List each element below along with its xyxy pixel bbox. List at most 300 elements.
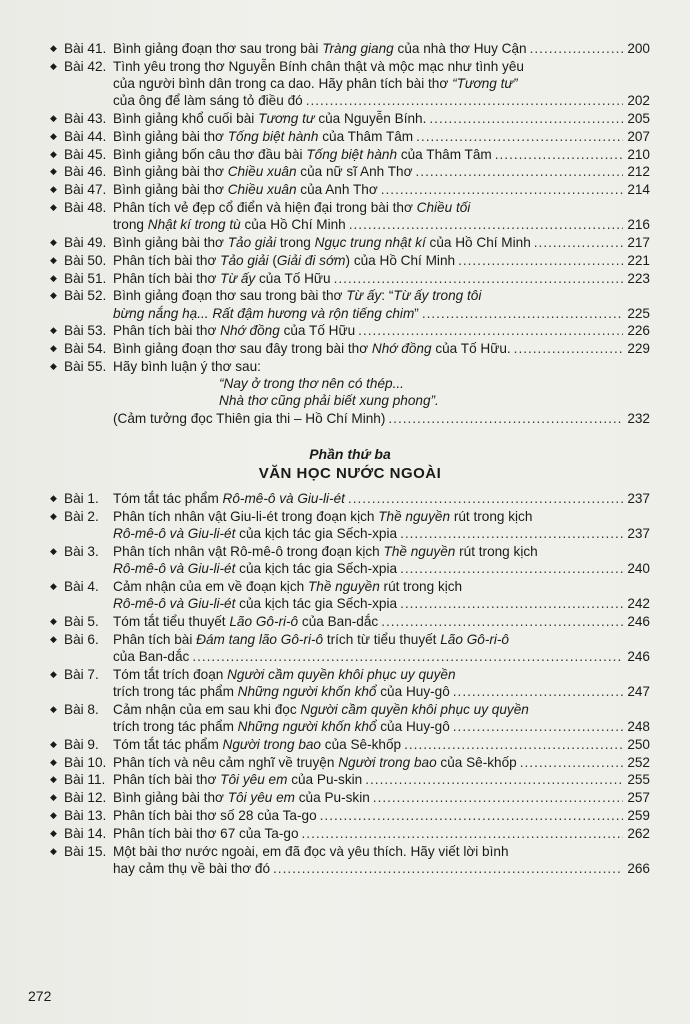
entry-text-segment: Bình giảng bài thơ <box>113 790 228 806</box>
toc-entry[interactable] <box>50 843 650 877</box>
entry-number: Bài 44. <box>64 128 107 144</box>
entry-text <box>113 340 511 357</box>
toc-entry[interactable] <box>50 163 650 180</box>
entry-text <box>113 305 419 322</box>
toc-entry[interactable] <box>50 543 650 577</box>
entry-number: Bài 5. <box>64 613 99 629</box>
entry-text-segment: Phân tích bài thơ 67 của Ta-go <box>113 825 299 841</box>
entry-text-segment: Bình giảng bài thơ <box>113 234 228 250</box>
entry-text-segment: của Tố Hữu <box>255 270 331 286</box>
dot-leader <box>400 560 623 577</box>
entry-text-segment: Tình yêu trong thơ Nguyễn Bính chân thật và mộc mạc như tình yêu <box>113 58 524 74</box>
entry-text-segment: Cảm nhận của em sau khi đọc <box>113 701 301 717</box>
entry-text <box>113 270 331 287</box>
page-ref: 266 <box>627 860 650 876</box>
diamond-bullet-icon: ◆ <box>50 493 57 504</box>
entry-text-segment: của Ban-dắc <box>298 613 379 629</box>
dot-leader <box>373 789 623 806</box>
entry-text-segment: Tóm tắt tác phẩm <box>113 491 223 507</box>
entry-text <box>113 631 509 648</box>
entry-text-segment: Bình giảng bốn câu thơ đầu bài <box>113 146 307 162</box>
toc-entry[interactable] <box>50 234 650 251</box>
work-title: Nhớ đồng <box>220 323 280 339</box>
entry-text-segment: trích từ tiểu thuyết <box>323 631 441 647</box>
page-ref: 223 <box>627 270 650 286</box>
dot-leader <box>534 234 623 251</box>
work-title: Thề nguyền <box>383 543 456 559</box>
entry-text <box>113 825 299 842</box>
entry-number: Bài 46. <box>64 164 107 180</box>
page-ref: 200 <box>627 41 650 56</box>
work-title: Từ ấy <box>220 270 256 286</box>
diamond-bullet-icon: ◆ <box>50 113 57 123</box>
entry-text-segment: rút trong kịch <box>379 578 463 594</box>
work-title: Tôi yêu em <box>220 772 288 788</box>
entry-text <box>113 578 462 595</box>
page-ref: 207 <box>627 128 650 144</box>
toc-entry[interactable] <box>50 146 650 163</box>
entry-text <box>113 75 518 92</box>
toc-entry[interactable] <box>50 270 650 287</box>
entry-number: Bài 49. <box>64 234 107 250</box>
entry-text-segment: Phân tích bài thơ số 28 của Ta-go <box>113 807 317 823</box>
dot-leader <box>520 754 623 771</box>
dot-leader <box>358 322 623 339</box>
diamond-bullet-icon: ◆ <box>50 60 57 71</box>
entry-text-segment: trong <box>113 217 148 233</box>
quote-source: (Cảm tưởng đọc Thiên gia thi – Hồ Chí Minh) <box>113 410 386 426</box>
poem-quote-line: “Nay ở trong thơ nên có thép... <box>219 376 404 392</box>
work-title: bừng nắng hạ... Rất đậm hương và rộn tiếng chim <box>113 305 415 321</box>
entry-text-segment: của ông để làm sáng tỏ điều đó <box>113 93 303 109</box>
page-ref: 240 <box>627 561 650 577</box>
toc-entry[interactable] <box>50 110 650 127</box>
entry-text-segment: của Tố Hữu <box>279 323 356 339</box>
toc-entry[interactable] <box>50 358 650 427</box>
entry-text-segment: của Nguyễn Bính. <box>314 111 427 126</box>
toc-entry[interactable] <box>50 252 650 269</box>
page-ref: 214 <box>627 182 650 198</box>
entry-number: Bài 2. <box>64 508 99 524</box>
work-title: Tảo giải <box>227 234 277 250</box>
page-ref: 205 <box>627 111 650 126</box>
entry-text-segment: của Anh Thơ <box>296 182 378 198</box>
diamond-bullet-icon: ◆ <box>50 510 57 521</box>
diamond-bullet-icon: ◆ <box>50 272 57 283</box>
entry-text-segment: của Sê-khốp <box>321 736 402 752</box>
diamond-bullet-icon: ◆ <box>50 254 57 265</box>
diamond-bullet-icon: ◆ <box>50 703 57 714</box>
diamond-bullet-icon: ◆ <box>50 325 57 336</box>
entry-text <box>113 525 397 542</box>
page-ref: 221 <box>627 252 650 268</box>
entry-text-segment: của kịch tác gia Sếch-xpia <box>235 561 398 577</box>
toc-entry[interactable] <box>50 771 650 788</box>
work-title: Chiều xuân <box>227 164 297 180</box>
entry-text <box>113 322 355 339</box>
entry-number: Bài 54. <box>64 341 107 357</box>
entry-number: Bài 15. <box>64 843 107 859</box>
entry-text-segment: Phân tích bài thơ <box>113 772 221 788</box>
dot-leader <box>514 340 623 357</box>
entry-text-segment: Phân tích nhân vật Giu-li-ét trong đoạn kịch <box>113 508 379 524</box>
diamond-bullet-icon: ◆ <box>50 738 57 749</box>
toc-entry[interactable] <box>50 490 650 507</box>
entry-number: Bài 12. <box>64 790 107 806</box>
entry-number: Bài 41. <box>64 41 107 56</box>
toc-entry[interactable] <box>50 199 650 233</box>
page-ref: 225 <box>627 305 650 321</box>
entry-text-segment: Phân tích bài thơ <box>113 252 221 268</box>
entry-number: Bài 50. <box>64 252 107 268</box>
work-title: Chiều tối <box>416 199 471 215</box>
entry-text <box>113 543 538 560</box>
entry-text: Hãy bình luận ý thơ sau: <box>113 358 261 374</box>
entry-text <box>113 701 529 718</box>
entry-text <box>113 736 401 753</box>
work-title: “Tương tư” <box>452 76 518 91</box>
dot-leader <box>365 771 623 788</box>
part-subtitle: VĂN HỌC NƯỚC NGOÀI <box>258 464 442 482</box>
entry-text-segment: của kịch tác gia Sếch-xpia <box>235 526 398 542</box>
page-ref: 217 <box>627 234 650 250</box>
entry-text <box>113 40 527 57</box>
work-title: Rô-mê-ô và Giu-li-ét <box>222 491 345 507</box>
dot-leader <box>416 128 623 145</box>
entry-text <box>113 789 370 806</box>
entry-text <box>113 648 189 665</box>
page-ref: 242 <box>627 596 650 612</box>
entry-text <box>113 92 303 109</box>
work-title: Người trong bao <box>338 754 437 770</box>
work-title: Tảo giải <box>220 252 269 268</box>
entry-text <box>113 234 531 251</box>
page-ref: 202 <box>627 93 650 109</box>
toc-entry[interactable] <box>50 322 650 339</box>
entry-number: Bài 10. <box>64 754 107 770</box>
entry-text-segment: Phân tích nhân vật Rô-mê-ô trong đoạn kịch <box>113 543 384 559</box>
entry-text <box>113 754 517 771</box>
diamond-bullet-icon: ◆ <box>50 545 57 556</box>
entry-text <box>113 199 470 216</box>
work-title: Rô-mê-ô và Giu-li-ét <box>113 561 236 577</box>
toc-entry[interactable] <box>50 40 650 57</box>
diamond-bullet-icon: ◆ <box>50 633 57 644</box>
dot-leader <box>381 613 623 630</box>
work-title: Người cầm quyền khôi phục uy quyền <box>227 666 456 682</box>
page-ref: 247 <box>627 683 650 699</box>
page-ref: 248 <box>627 718 650 734</box>
entry-text-segment: của Pu-skin <box>287 772 363 788</box>
work-title: Ngục trung nhật kí <box>314 234 426 250</box>
entry-number: Bài 53. <box>64 323 107 339</box>
entry-number: Bài 11. <box>64 772 106 788</box>
diamond-bullet-icon: ◆ <box>50 668 57 679</box>
entry-text-segment: Bình giảng khổ cuối bài <box>113 111 259 126</box>
entry-number: Bài 42. <box>64 58 107 74</box>
entry-number: Bài 55. <box>64 358 107 374</box>
entry-number: Bài 48. <box>64 199 107 215</box>
dot-leader <box>320 807 623 824</box>
entries-part-two <box>50 40 650 357</box>
diamond-bullet-icon: ◆ <box>50 201 57 212</box>
entry-text-segment: của Huy-gô <box>376 683 450 699</box>
entry-text-segment: của Hồ Chí Minh <box>425 234 531 250</box>
diamond-bullet-icon: ◆ <box>50 343 57 354</box>
diamond-bullet-icon: ◆ <box>50 43 57 53</box>
entry-text <box>113 843 509 860</box>
dot-leader <box>192 648 623 665</box>
page-ref: 250 <box>627 736 650 752</box>
entry-text-segment: Cảm nhận của em về đoạn kịch <box>113 578 308 594</box>
entry-text <box>113 666 456 683</box>
entry-text-segment: Bình giảng bài thơ <box>113 182 228 198</box>
entry-text <box>113 508 532 525</box>
toc-entry[interactable] <box>50 508 650 542</box>
entry-text <box>113 252 455 269</box>
entry-text-segment: của người bình dân trong ca dao. Hãy phân tích bài thơ <box>113 76 453 91</box>
work-title: Từ ấy trong tôi <box>393 288 482 304</box>
entry-number: Bài 47. <box>64 182 107 198</box>
entry-text-segment: Bình giảng bài thơ <box>113 128 228 144</box>
toc-entry[interactable] <box>50 789 650 806</box>
entry-number: Bài 51. <box>64 270 107 286</box>
dot-leader <box>381 181 623 198</box>
work-title: Rô-mê-ô và Giu-li-ét <box>113 526 236 542</box>
entry-text-segment: của nữ sĩ Anh Thơ <box>296 164 413 180</box>
entry-text-segment: trong <box>276 234 315 250</box>
entry-text-segment: Tóm tắt tác phẩm <box>113 736 223 752</box>
dot-leader <box>458 252 623 269</box>
diamond-bullet-icon: ◆ <box>50 845 57 856</box>
entry-text-segment: rút trong kịch <box>455 543 538 559</box>
entry-text <box>113 560 397 577</box>
entry-text <box>113 613 378 630</box>
page-ref: 255 <box>627 772 650 788</box>
entry-text-segment: Phân tích và nêu cảm nghĩ về truyện <box>113 754 339 770</box>
entry-text-segment: : “ <box>381 288 394 304</box>
work-title: Người cầm quyền khôi phục uy quyền <box>300 701 529 717</box>
dot-leader <box>306 92 623 109</box>
diamond-bullet-icon: ◆ <box>50 360 57 371</box>
entry-text-segment: Bình giảng đoạn thơ sau trong bài <box>113 41 323 56</box>
dot-leader <box>416 163 623 180</box>
page-ref: 246 <box>627 613 650 629</box>
entry-text-segment: Bình giảng bài thơ <box>113 164 228 180</box>
page-ref: 257 <box>627 790 650 806</box>
work-title: Chiều xuân <box>227 182 297 198</box>
entry-text-segment: của kịch tác gia Sếch-xpia <box>235 596 398 612</box>
toc-entry[interactable] <box>50 613 650 630</box>
dot-leader <box>404 736 623 753</box>
entry-text <box>113 216 346 233</box>
entry-number: Bài 6. <box>64 631 99 647</box>
entry-number: Bài 4. <box>64 578 99 594</box>
entry-text-segment: của Thâm Tâm <box>397 146 492 162</box>
dot-leader <box>388 410 623 427</box>
entry-text-segment: Một bài thơ nước ngoài, em đã đọc và yêu thích. Hãy viết lời bình <box>113 843 509 859</box>
entry-text <box>113 128 413 145</box>
page-number: 272 <box>28 988 52 1004</box>
work-title: Lão Gô-ri-ô <box>229 613 299 629</box>
entry-text-segment: Bình giảng đoạn thơ sau đây trong bài thơ <box>113 341 372 357</box>
entry-text-segment: của Tố Hữu. <box>431 341 511 357</box>
work-title: Nhật kí trong tù <box>147 217 241 233</box>
toc-entry[interactable] <box>50 58 650 110</box>
diamond-bullet-icon: ◆ <box>50 580 57 591</box>
entry-text-segment: của Pu-skin <box>294 790 370 806</box>
entry-text <box>113 110 426 127</box>
entries-part-three <box>50 490 650 877</box>
diamond-bullet-icon: ◆ <box>50 184 57 195</box>
page-ref: 229 <box>627 341 650 357</box>
toc-entry[interactable] <box>50 340 650 357</box>
diamond-bullet-icon: ◆ <box>50 130 57 141</box>
entry-text-segment: của Thâm Tâm <box>318 128 414 144</box>
entry-text <box>113 595 397 612</box>
entry-text-segment: của Hồ Chí Minh <box>240 217 346 233</box>
work-title: Giải đi sớm <box>276 252 346 268</box>
page-ref: 237 <box>627 491 650 507</box>
entry-text-segment: ( <box>268 252 277 268</box>
toc-entry[interactable] <box>50 128 650 145</box>
entry-text <box>113 807 317 824</box>
entry-text-segment: Phân tích bài thơ <box>113 270 221 286</box>
work-title: Tràng giang <box>322 41 394 56</box>
diamond-bullet-icon: ◆ <box>50 756 57 767</box>
dot-leader <box>453 718 623 735</box>
entry-text <box>113 163 413 180</box>
diamond-bullet-icon: ◆ <box>50 809 57 820</box>
work-title: Rô-mê-ô và Giu-li-ét <box>113 596 236 612</box>
entry-text <box>113 287 481 304</box>
entry-number: Bài 52. <box>64 288 107 304</box>
work-title: Tôi yêu em <box>227 790 295 806</box>
entry-number: Bài 14. <box>64 825 107 841</box>
entry-text <box>113 683 450 700</box>
diamond-bullet-icon: ◆ <box>50 166 57 177</box>
page-ref: 259 <box>627 807 650 823</box>
dot-leader <box>348 490 623 507</box>
work-title: Nhớ đồng <box>371 341 432 357</box>
poem-quote-line: Nhà thơ cũng phải biết xung phong”. <box>219 393 439 409</box>
entry-number: Bài 1. <box>64 491 99 507</box>
work-title: Tương tư <box>258 111 315 126</box>
dot-leader <box>453 683 623 700</box>
toc-entry[interactable] <box>50 807 650 824</box>
toc-entry[interactable] <box>50 825 650 842</box>
page-ref: 262 <box>627 825 650 841</box>
entry-number: Bài 9. <box>64 736 99 752</box>
entry-text <box>113 771 362 788</box>
entry-text <box>113 181 378 198</box>
diamond-bullet-icon: ◆ <box>50 236 57 247</box>
toc-entry[interactable] <box>50 736 650 753</box>
work-title: Thề nguyền <box>378 508 451 524</box>
entry-text-segment: trích trong tác phẩm <box>113 683 238 699</box>
entry-text <box>113 718 450 735</box>
work-title: Những người khốn khổ <box>237 718 377 734</box>
entry-text-segment: trích trong tác phẩm <box>113 718 238 734</box>
page-ref: 252 <box>627 754 650 770</box>
entry-text-segment: của Ban-dắc <box>113 648 190 664</box>
toc-entry[interactable] <box>50 578 650 612</box>
dot-leader <box>400 595 623 612</box>
work-title: Đám tang lão Gô-ri-ô <box>196 631 324 647</box>
entry-text-segment: Phân tích bài <box>113 631 197 647</box>
entry-number: Bài 43. <box>64 111 107 126</box>
entry-number: Bài 45. <box>64 146 107 162</box>
work-title: Từ ấy <box>346 288 382 304</box>
page-ref: 226 <box>627 323 650 339</box>
entry-text <box>113 146 492 163</box>
work-title: Lão Gô-ri-ô <box>440 631 509 647</box>
part-title: Phần thứ ba <box>309 445 391 462</box>
entry-text-segment: Bình giảng đoạn thơ sau trong bài thơ <box>113 288 347 304</box>
diamond-bullet-icon: ◆ <box>50 827 57 838</box>
dot-leader <box>495 146 623 163</box>
toc-entry[interactable] <box>50 701 650 735</box>
entry-text-segment: rút trong kịch <box>450 508 533 524</box>
page-ref: 216 <box>627 217 650 233</box>
dot-leader <box>429 110 623 127</box>
entry-number: Bài 13. <box>64 807 107 823</box>
dot-leader <box>530 40 623 57</box>
entry-text <box>113 58 524 75</box>
work-title: Những người khốn khổ <box>237 683 377 699</box>
dot-leader <box>422 305 623 322</box>
entry-text-segment: của Huy-gô <box>376 718 450 734</box>
entry-text-segment: Tóm tắt tiểu thuyết <box>113 613 230 629</box>
page-ref: 237 <box>627 526 650 542</box>
toc-entry[interactable] <box>50 287 650 321</box>
page-ref: 212 <box>627 164 650 180</box>
entry-text-segment: ” <box>414 305 419 321</box>
toc-entry[interactable] <box>50 666 650 700</box>
work-title: Người trong bao <box>222 736 321 752</box>
toc-entry[interactable] <box>50 631 650 665</box>
entry-text-segment: hay cảm thụ về bài thơ đó <box>113 860 271 876</box>
page-ref: 246 <box>627 648 650 664</box>
dot-leader <box>334 270 623 287</box>
work-title: Tống biệt hành <box>227 128 319 144</box>
diamond-bullet-icon: ◆ <box>50 615 57 626</box>
entry-text-segment: Phân tích vẻ đẹp cổ điển và hiện đại trong bài thơ <box>113 199 417 215</box>
toc-entry[interactable] <box>50 181 650 198</box>
diamond-bullet-icon: ◆ <box>50 774 57 785</box>
diamond-bullet-icon: ◆ <box>50 792 57 803</box>
entry-text-segment: của Sê-khốp <box>436 754 517 770</box>
entry-text <box>113 490 345 507</box>
dot-leader <box>349 216 623 233</box>
diamond-bullet-icon: ◆ <box>50 290 57 301</box>
entry-text-segment: ) của Hồ Chí Minh <box>345 252 456 268</box>
toc-entry[interactable] <box>50 754 650 771</box>
dot-leader <box>400 525 623 542</box>
entry-text-segment: của nhà thơ Huy Cận <box>393 41 527 56</box>
dot-leader <box>273 860 623 877</box>
entry-text <box>113 860 270 877</box>
entry-text-segment: Phân tích bài thơ <box>113 323 221 339</box>
work-title: Tống biệt hành <box>306 146 398 162</box>
page-ref: 232 <box>627 410 650 426</box>
entry-text-segment: Tóm tắt trích đoạn <box>113 666 228 682</box>
dot-leader <box>302 825 623 842</box>
entry-number: Bài 3. <box>64 543 99 559</box>
diamond-bullet-icon: ◆ <box>50 148 57 159</box>
work-title: Thề nguyền <box>307 578 380 594</box>
entry-number: Bài 8. <box>64 701 99 717</box>
